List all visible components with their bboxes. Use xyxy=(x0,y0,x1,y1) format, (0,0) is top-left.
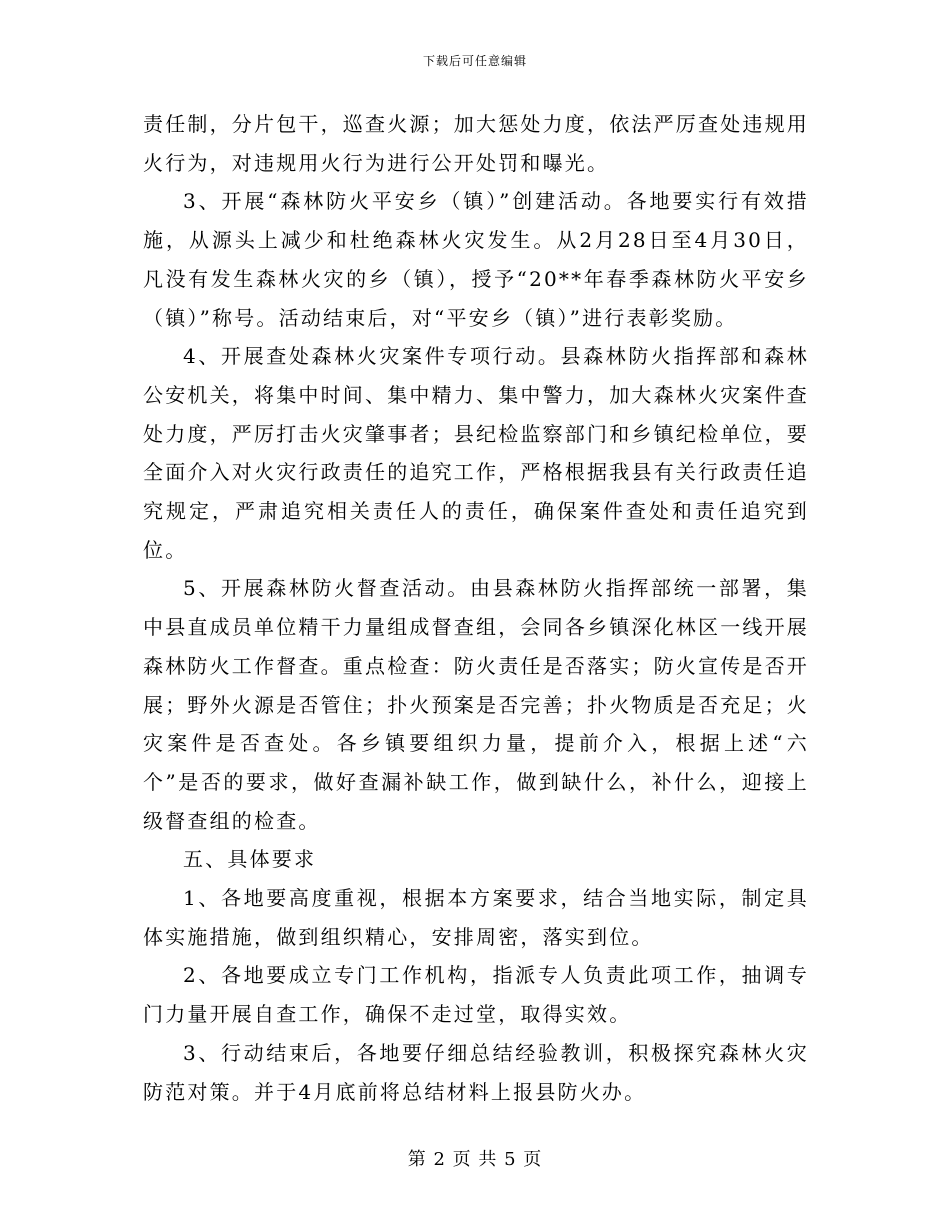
page-header: 下载后可任意编辑 xyxy=(422,54,527,68)
page-number-footer: 第 2 页 共 5 页 xyxy=(407,1149,543,1170)
paragraph-item-3-safe-township: 3、开展“森林防火平安乡（镇）”创建活动。各地要实行有效措施，从源头上减少和杜绝森林火灾发生。从2月28日至4月30日，凡没有发生森林火灾的乡（镇），授予“20**年春季森林防火平安乡（镇）”称号。活动结束后，对“平安乡（镇）”进行表彰奖励。 xyxy=(143,189,809,330)
document-body xyxy=(143,105,809,1111)
paragraph-requirement-2: 2、各地要成立专门工作机构，指派专人负责此项工作，抽调专门力量开展自查工作，确保不走过堂，取得实效。 xyxy=(143,963,809,1027)
paragraph-requirement-1: 1、各地要高度重视，根据本方案要求，结合当地实际，制定具体实施措施，做到组织精心，安排周密，落实到位。 xyxy=(143,886,809,949)
paragraph-item-5-supervision: 5、开展森林防火督查活动。由县森林防火指挥部统一部署，集中县直成员单位精干力量组成督查组，会同各乡镇深化林区一线开展森林防火工作督查。重点检查：防火责任是否落实；防火宣传是否开展；野外火源是否管住；扑火预案是否完善；扑火物质是否充足；火灾案件是否查处。各乡镇要组织力量，提前介入，根据上述“六个”是否的要求，做好查漏补缺工作，做到缺什么，补什么，迎接上级督查组的检查。 xyxy=(143,576,809,833)
paragraph-responsibility: 责任制，分片包干，巡查火源；加大惩处力度，依法严厉查处违规用火行为，对违规用火行为进行公开处罚和曝光。 xyxy=(143,112,809,175)
paragraph-item-4-case-investigation: 4、开展查处森林火灾案件专项行动。县森林防火指挥部和森林公安机关，将集中时间、集中精力、集中警力，加大森林火灾案件查处力度，严厉打击火灾肇事者；县纪检监察部门和乡镇纪检单位，要全面介入对火灾行政责任的追究工作，严格根据我县有关行政责任追究规定，严肃追究相关责任人的责任，确保案件查处和责任追究到位。 xyxy=(143,344,809,562)
paragraph-requirement-3: 3、行动结束后，各地要仔细总结经验教训，积极探究森林火灾防范对策。并于4月底前将总结材料上报县防火办。 xyxy=(143,1040,809,1104)
section-heading-requirements: 五、具体要求 xyxy=(183,847,317,872)
